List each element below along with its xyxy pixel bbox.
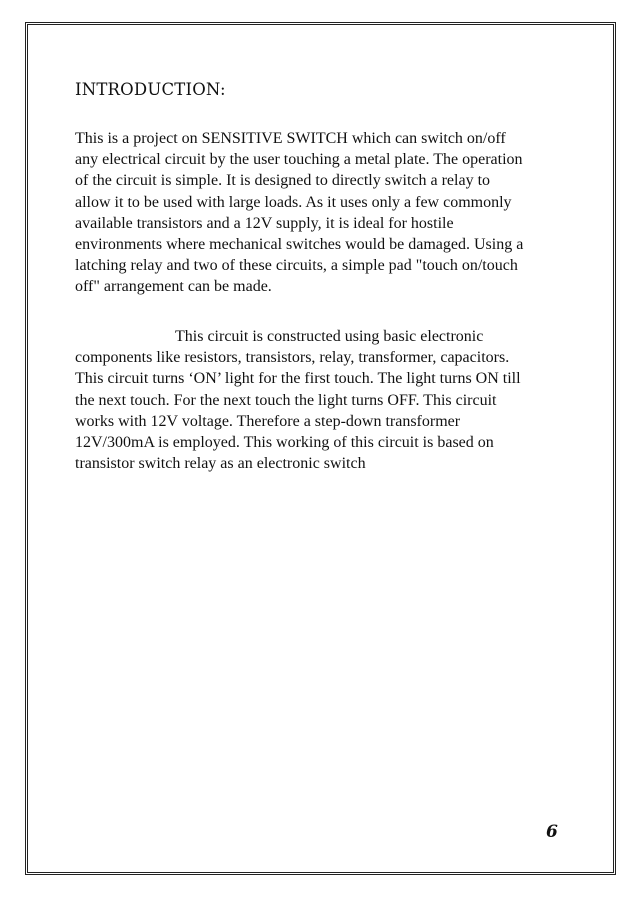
paragraph-line: of the circuit is simple. It is designed to directly switch a relay to xyxy=(75,172,491,190)
paragraph-line: latching relay and two of these circuits, a simple pad "touch on/touch xyxy=(75,257,518,275)
paragraph-2 xyxy=(75,326,575,474)
section-heading: INTRODUCTION: xyxy=(75,80,226,99)
paragraph-line: works with 12V voltage. Therefore a step-down transformer xyxy=(75,412,461,430)
paragraph-line: This is a project on SENSITIVE SWITCH which can switch on/off xyxy=(75,130,506,147)
paragraph-line: components like resistors, transistors, relay, transformer, capacitors. xyxy=(75,349,510,367)
paragraph-line: off" arrangement can be made. xyxy=(75,278,272,296)
paragraph-line: This circuit is constructed using basic electronic xyxy=(175,328,484,345)
paragraph-line: transistor switch relay as an electronic switch xyxy=(75,455,366,473)
paragraph-line: any electrical circuit by the user touching a metal plate. The operation xyxy=(75,151,523,169)
paragraph-line: allow it to be used with large loads. As it uses only a few commonly xyxy=(75,193,512,211)
paragraph-line: the next touch. For the next touch the light turns OFF. This circuit xyxy=(75,391,497,409)
paragraph-line: This circuit turns ‘ON’ light for the first touch. The light turns ON till xyxy=(75,370,521,388)
paragraph-line: 12V/300mA is employed. This working of this circuit is based on xyxy=(75,434,494,452)
paragraph-1 xyxy=(75,128,575,298)
page-number: 6 xyxy=(546,822,558,842)
paragraph-line: available transistors and a 12V supply, it is ideal for hostile xyxy=(75,214,454,232)
paragraph-line: environments where mechanical switches would be damaged. Using a xyxy=(75,236,524,254)
